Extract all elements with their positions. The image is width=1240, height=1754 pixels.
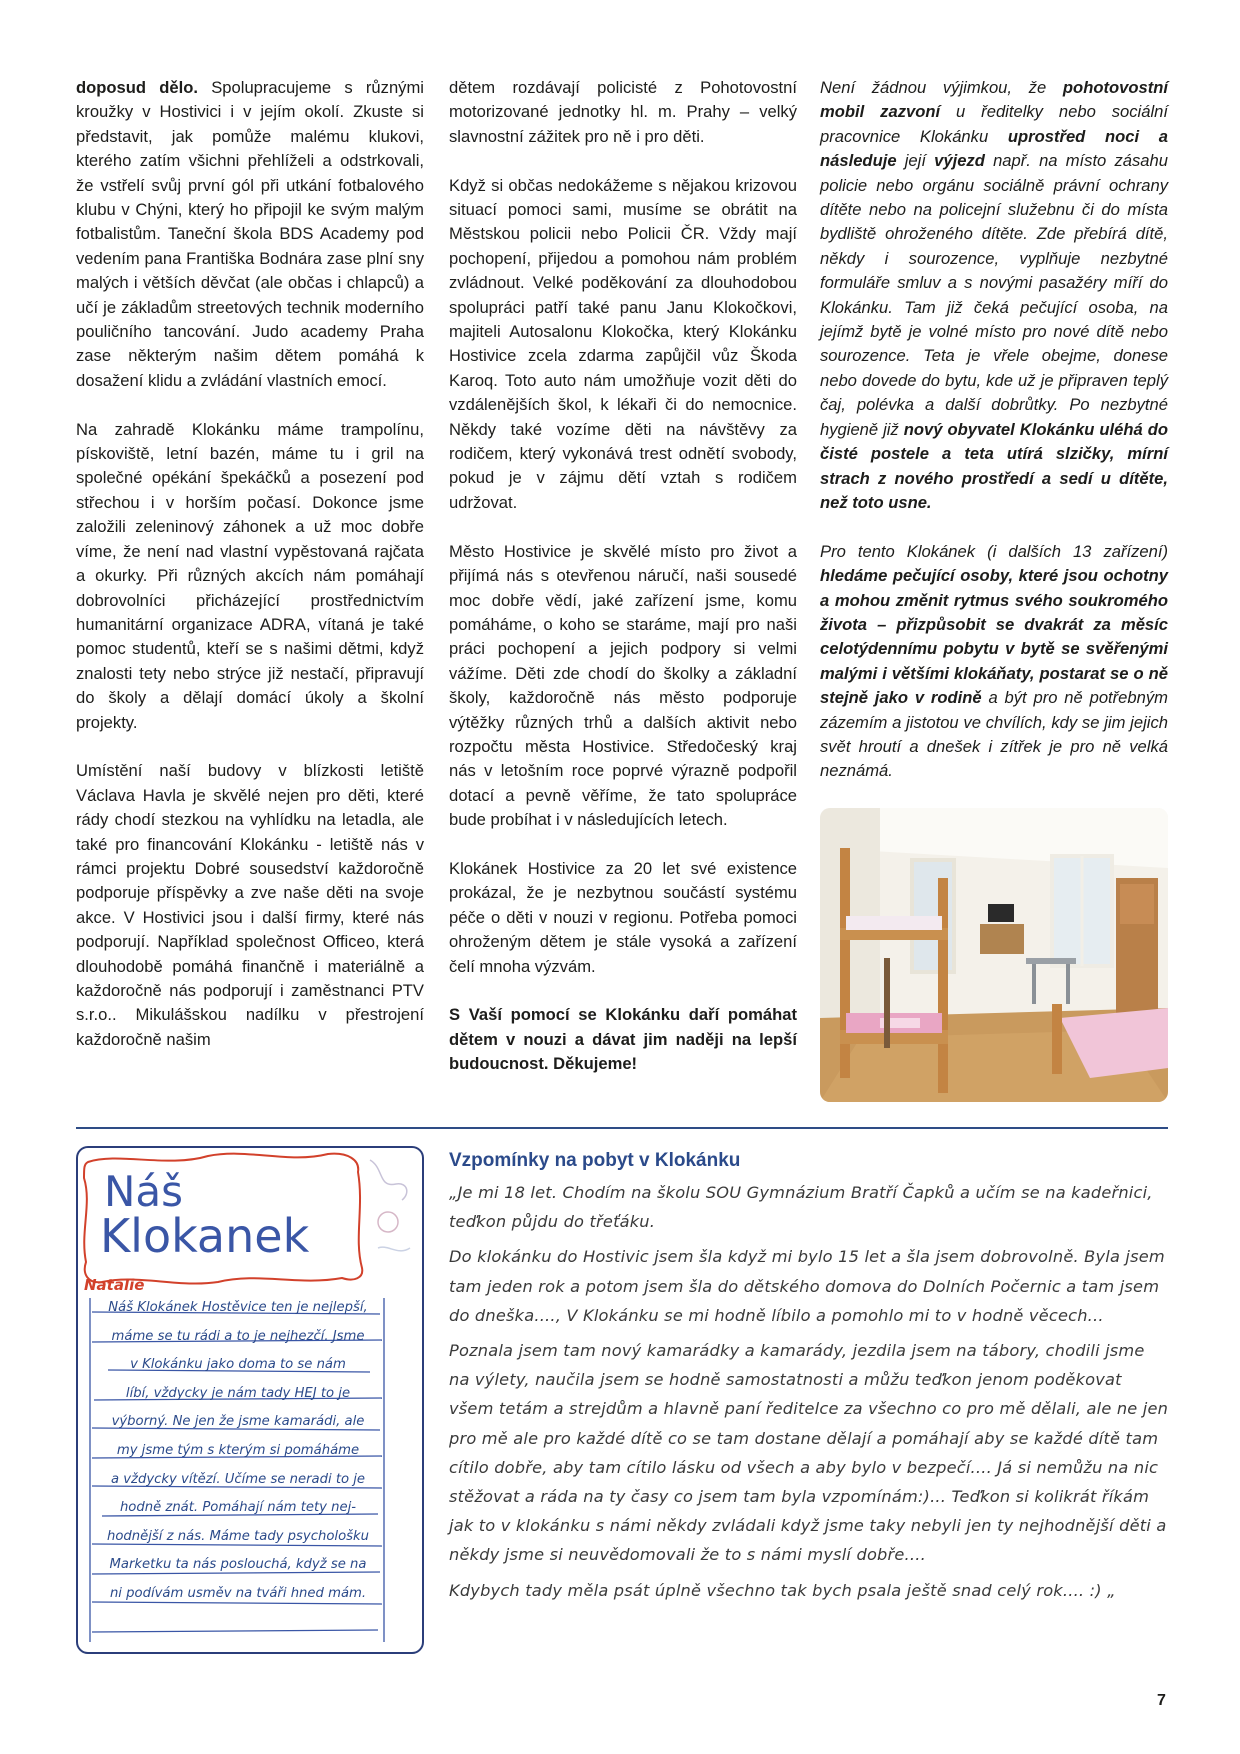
drawing-line: hodnější z nás. Máme tady psychološku xyxy=(106,1528,370,1544)
column-2 xyxy=(449,76,797,1101)
childs-drawing xyxy=(76,1146,424,1654)
memories-paragraph-3: Poznala jsem tam nový kamarádky a kamarády, jezdila jsem na tábory, chodili jsme na výlety, naučila jsem se hodně samostatnosti a můžu teďkon jenom poděkovat všem tetám a strejdům a hlavně paní ředitelce za všechno co pro mě dělali, ale ne jen pro mě ale pro každé dítě co se tam dostane dělají a pomáhají aby se každé dítě tam cítilo dobře, aby tam cítilo lásku od všech a aby bylo v bezpečí.... Já si nemůžu na nic stěžovat a ráda na ty časy co jsem tam byla vzpomínám:)... Teďkon si kolikrát říkám jak to v klokánku s námi někdy zvládali když jsme taky nebyli jen ty nejhodnější děti a někdy jsme si neuvědomovali že to s námi myslí dobře.... xyxy=(449,1341,1169,1565)
memories-paragraph-4: Kdybych tady měla psát úplně všechno tak bych psala ještě snad celý rok.... :) „ xyxy=(449,1580,1116,1600)
drawing-title-line-2: Klokanek xyxy=(100,1209,310,1263)
col3-bold: výjezd xyxy=(934,151,985,171)
drawing-title-line-1: Náš xyxy=(104,1167,184,1216)
memories-title: Vzpomínky na pobyt v Klokánku xyxy=(449,1150,741,1171)
drawing-line: výborný. Ne jen že jsme kamarádi, ale xyxy=(111,1414,365,1430)
col1-paragraph-1 xyxy=(76,76,424,393)
column-3 xyxy=(820,76,1168,808)
col3-text: např. na místo zásahu policie nebo orgánu sociálně právní ochrany dítěte nebo na policejní služebnu či do místa bydliště ohroženého dítěte. Zde přebírá dítě, někdy i sourozence, vyplňuje nezbytné formuláře smluv a s novými pasažéry míří do Klokánku. Tam již čeká pečující osoba, na jejímž bytě je volné místo pro nové dítě nebo sourozence. Teta je vřele obejme, donese nebo dovede do bytu, kde už je připraven teplý čaj, polévka a další dobrůtky. Po nezbytné hygieně již xyxy=(820,151,1168,439)
col3-text: u ředitelky nebo sociální pracovnice Klokánku xyxy=(820,102,1168,146)
drawing-line: hodně znát. Pomáhají nám tety nej- xyxy=(119,1500,357,1516)
col1-lead-text: Spolupracujeme s různými kroužky v Hostivici i v jejím okolí. Zkuste si představit, jak pomůže malému klukovi, kterého zatím všichni přehlíželi a odstrkovali, že vstřelí svůj první gól při utkání fotbalového klubu v Chýni, který ho připojil ke svým malým fotbalistům. Taneční škola BDS Academy pod vedením pana Františka Bodnára zase plní sny malých i větších děvčat (ale občas i chlapců) a učí je základům streetových technik moderního pouličního tancování. Judo academy Praha zase některým našim dětem pomáhá k dosažení klidu a zvládání vlastních emocí. xyxy=(76,78,424,390)
col3-bold: nový obyvatel Klokánku uléhá do čisté postele a teta utírá slzičky, mírní strach z nového prostředí a sedí u dítěte, než toto usne. xyxy=(820,419,1168,512)
col1-lead-bold: doposud dělo. xyxy=(76,78,198,97)
col3-bold: pohotovostní mobil zazvoní xyxy=(820,78,1168,122)
page-number: 7 xyxy=(1157,1692,1166,1709)
section-separator xyxy=(76,1127,1168,1129)
memories-paragraph-1: „Je mi 18 let. Chodím na školu SOU Gymnázium Bratří Čapků a učím se na kadeřnici, teďkon půjdu do třeťáku. xyxy=(449,1183,1153,1232)
drawing-line: ni podívám usměv na tváři hned mám. xyxy=(109,1585,367,1601)
col2-paragraph-1: dětem rozdávají policisté z Pohotovostní motorizované jednotky hl. m. Prahy – velký slavnostní zážitek pro ně i pro děti. xyxy=(449,78,797,146)
memories-paragraph-2: Do klokánku do Hostivic jsem šla když mi bylo 15 let a šla jsem dobrovolně. Byla jsem tam jeden rok a potom jsem šla do dětského domova do Dolních Počernic a tam jsem do dneška...., V Klokánku se mi hodně líbilo a pomohlo mi to v hodně věcech... xyxy=(449,1247,1165,1325)
drawing-author: Natalie xyxy=(84,1276,145,1294)
col2-paragraph-2: Když si občas nedokážeme s nějakou krizovou situací pomoci sami, musíme se obrátit na Městskou policii nebo Policii ČR. Vždy mají pochopení, přijedou a pomohou nám problém zvládnout. Velké poděkování za dlouhodobou spolupráci patří také panu Janu Klokočkovi, majiteli Autosalonu Klokočka, který Klokánku Hostivice zcela zdarma zapůjčil vůz Škoda Karoq. Toto auto nám umožňuje vozit děti do vzdálenějších škol, k lékaři či do nemocnice. Někdy také vozíme děti na návštěvy za rodičem, který vykonává trest odnětí svobody, pokud je v zájmu dětí vztah s rodičem udržovat. xyxy=(449,175,797,512)
col2-paragraph-3: Město Hostivice je skvělé místo pro život a přijímá nás s otevřenou náručí, naši sousedé moc dobře vědí, jaké zařízení jsme, komu pomáháme, o koho se staráme, mají pro naši práci pochopení a jejich podpory si velmi vážíme. Děti zde chodí do školky a základní školy, každoročně nás město podporuje výtěžky různých trhů a dalších aktivit nebo rozpočtu města Hostivice. Středočeský kraj nás v letošním roce poprvé výrazně podpořil dotací a pevně věříme, že tato spolupráce bude probíhat i v následujících letech. xyxy=(449,541,797,830)
bedroom-illustration xyxy=(820,808,1168,1102)
col3-text: a být pro ně potřebným zázemím a jistotou ve chvílích, kdy se jim jejich svět hroutí a dnešek i zítřek je pro ně velká neznámá. xyxy=(820,688,1168,781)
col3-text: Pro tento Klokánek (i dalších 13 zařízení) xyxy=(820,541,1168,561)
drawing-line: líbí, vždycky je nám tady HEJ to je xyxy=(125,1385,351,1401)
column-1 xyxy=(76,76,424,1077)
drawing-line: Marketku ta nás poslouchá, když se na xyxy=(109,1557,367,1573)
col1-paragraph-3: Umístění naší budovy v blízkosti letiště Václava Havla je skvělé nejen pro děti, které rády chodí stezkou na vyhlídku na letadla, ale také pro financování Klokánku - letiště nás v rámci projektu Dobré sousedství každoročně podporuje příspěvky a zve naše děti na svoje akce. V Hostivici jsou i další firmy, které nás podporují. Například společnost Officeo, která dlouhodobě pomáhá finančně i materiálně a každoročně nás podporují i zaměstnanci PTV s.r.o.. Mikulášskou nadílku v přestrojení každoročně našim xyxy=(76,761,424,1049)
drawing-line: máme se tu rádi a to je nejhezčí. Jsme xyxy=(111,1328,365,1344)
memories-text xyxy=(449,1178,1169,1611)
drawing-text xyxy=(92,1294,384,1609)
col3-text: její xyxy=(896,151,935,171)
drawing-line: Náš Klokánek Hostěvice ten je nejlepší, xyxy=(108,1300,368,1315)
col3-paragraph-2 xyxy=(820,540,1168,784)
col3-paragraph-1 xyxy=(820,76,1168,515)
drawing-line: a vždycky vítězí. Učíme se neradi to je xyxy=(110,1471,366,1487)
drawing-line: v Klokánku jako doma to se nám xyxy=(130,1357,346,1373)
bedroom-photo xyxy=(820,808,1168,1102)
col1-paragraph-2: Na zahradě Klokánku máme trampolínu, pískoviště, letní bazén, máme tu i gril na společné opékání špekáčků a posezení pod střechou i v horším počasí. Dokonce jsme založili zeleninový záhonek a už moc dobře víme, že není nad vlastní vypěstovaná rajčata a okurky. Při různých akcích nám pomáhají dobrovolníci přicházející prostřednictvím humanitární organizace ADRA, vítaná je také pomoc studentů, kteří se s našimi dětmi, když znalosti tety nebo strýce již nestačí, připravují do školy a dělají domácí úkoly a školní projekty. xyxy=(76,419,424,732)
drawing-title xyxy=(100,1167,310,1263)
col2-closing-bold xyxy=(449,1003,797,1076)
col3-bold: hledáme pečující osoby, které jsou ochotny a mohou změnit rytmus svého soukromého života – přizpůsobit se dvakrát za měsíc celotýdennímu pobytu v bytě se svěřenými malými i většími klokáňaty, postarat se o ně stejně jako v rodině xyxy=(820,566,1168,708)
col2-paragraph-4: Klokánek Hostivice za 20 let své existence prokázal, že je nezbytnou součástí systému péče o děti v nouzi v regionu. Potřeba pomoci ohroženým dětem je stále vysoká a zařízení čelí mnoha výzvám. xyxy=(449,858,797,976)
drawing-line: my jsme tým s kterým si pomáháme xyxy=(116,1442,360,1458)
col3-bold: uprostřed noci a následuje xyxy=(820,126,1168,171)
col3-text: Není žádnou výjimkou, že xyxy=(820,78,1063,97)
col2-closing-text: S Vaší pomocí se Klokánku daří pomáhat dětem v nouzi a dávat jim naději na lepší budoucnost. Děkujeme! xyxy=(449,1005,797,1074)
